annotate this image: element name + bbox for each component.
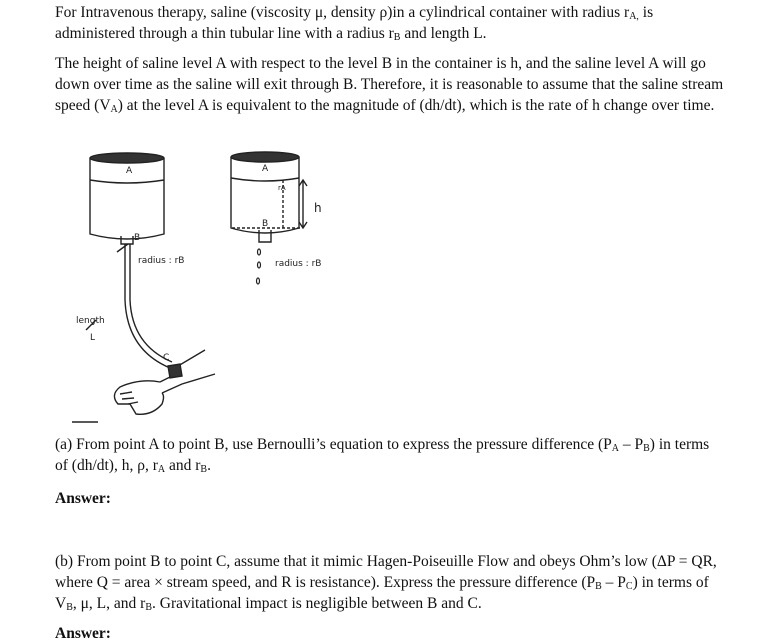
question-a: (a) From point A to point B, use Bernoulli’s equation to express the pressure difference $(P_A - P_B)$ in terms of (dh/dt), h, ρ, $r_A$ and $r_B$. xyxy=(55,436,710,475)
left-container-lid xyxy=(90,153,164,163)
right-saline-surface xyxy=(231,178,299,181)
label-radius-left: radius : rB xyxy=(138,256,185,266)
label-b-right: B xyxy=(262,219,269,229)
hand-fingers xyxy=(120,392,138,404)
right-container-lid xyxy=(231,152,299,162)
question-b: (b) From point B to point C, assume that it mimic Hagen-Poiseuille Flow and obeys Ohm’s low (ΔP = QR, where Q = area × stream speed, and R is resistance). Express the pressure difference $(P_B - P_C)$ in terms of $V_B$, μ, L, and $r_B$. Gravitational impact is negligible between B and C. xyxy=(55,553,717,613)
iv-catheter xyxy=(168,364,182,378)
label-a-right: A xyxy=(262,164,269,174)
iv-therapy-figure xyxy=(0,140,380,430)
label-c: C xyxy=(163,353,170,363)
label-ra: rA xyxy=(278,184,286,192)
answer-label-b: Answer: xyxy=(55,625,111,642)
label-h: h xyxy=(314,201,322,215)
intro-paragraph-2: The height of saline level A with respect to the level B in the container is h, and the saline level A will go down over time as the saline will exit through B. Therefore, it is reasonable to assume that the saline stream speed $(V_A)$ at the level A is equivalent to the magnitude of (dh/dt), which is the rate of h change over time. xyxy=(55,55,724,115)
right-container-outlet xyxy=(259,230,271,242)
answer-label-a: Answer: xyxy=(55,490,111,507)
label-b-left: B xyxy=(134,233,141,243)
label-length: length xyxy=(76,316,105,326)
radius-leader-left xyxy=(117,244,128,252)
intro-paragraph-1: For Intravenous therapy, saline (viscosity μ, density ρ)in a cylindrical container with radius $r_{A,}$ is administered through a thin tubular line with a radius $r_B$ and length L. xyxy=(55,4,654,43)
left-container-outlet xyxy=(121,236,133,244)
left-saline-surface xyxy=(90,180,164,183)
label-L: L xyxy=(90,333,96,343)
h-arrow xyxy=(299,180,307,228)
label-a-left: A xyxy=(126,166,133,176)
hand-outline xyxy=(114,381,163,415)
label-radius-right: radius : rB xyxy=(275,259,322,269)
saline-droplets xyxy=(257,249,261,284)
